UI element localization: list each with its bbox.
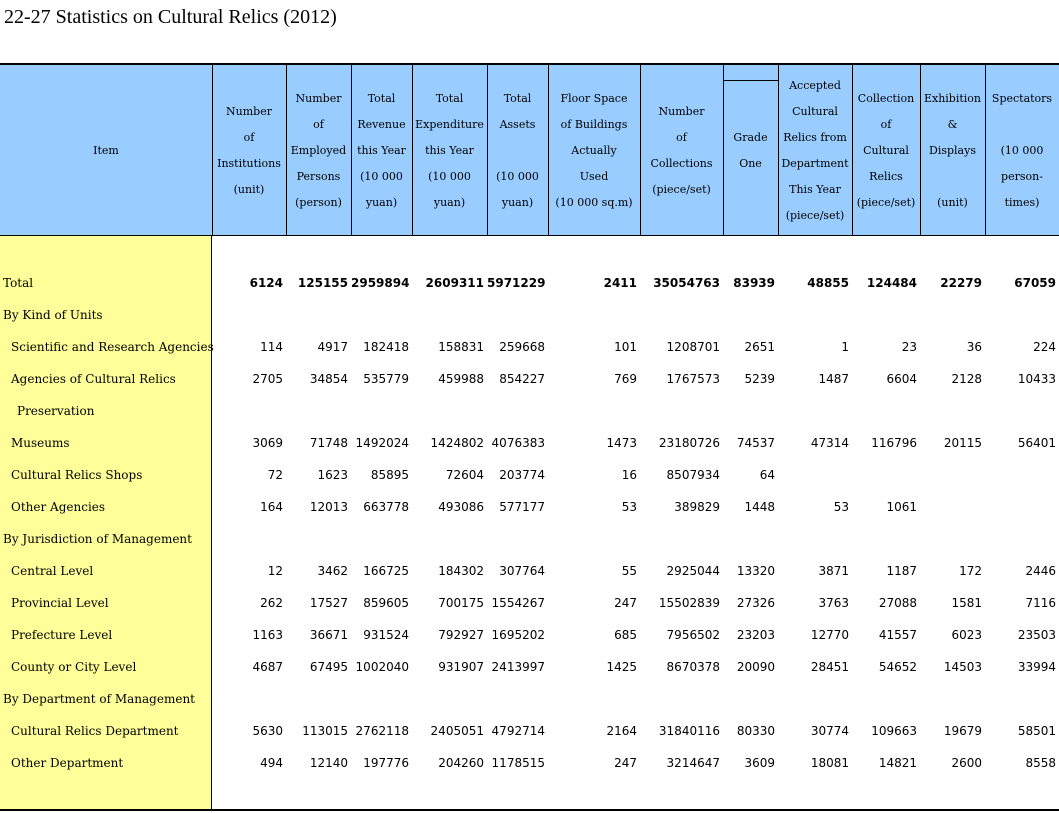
cell-grade: 1448 (744, 500, 775, 514)
cell-exhib: 2128 (951, 372, 982, 386)
table-row (0, 396, 1059, 428)
cell-assets: 259668 (499, 340, 545, 354)
cell-collrel: 27088 (878, 596, 917, 610)
table-row (0, 620, 1059, 652)
cell-inst: 262 (260, 596, 283, 610)
column-header-text: Exhibition & Displays (unit) (923, 91, 982, 209)
cell-rev: 2959894 (351, 276, 410, 290)
cell-floor: 685 (614, 628, 637, 642)
cell-exhib: 2600 (951, 756, 982, 770)
cell-assets: 1178515 (491, 756, 545, 770)
cell-rev: 663778 (363, 500, 409, 514)
cell-coll: 35054763 (653, 276, 720, 290)
cell-exp: 1424802 (430, 436, 484, 450)
cell-coll: 7956502 (666, 628, 720, 642)
cell-accepted: 53 (833, 500, 849, 514)
cell-exp: 72604 (445, 468, 484, 482)
cell-accepted: 1 (841, 340, 849, 354)
cell-floor: 53 (621, 500, 637, 514)
cell-assets: 2413997 (491, 660, 545, 674)
table-row (0, 588, 1059, 620)
column-header-rev (351, 65, 412, 236)
cell-floor: 1425 (606, 660, 637, 674)
cell-exp: 493086 (438, 500, 484, 514)
cell-floor: 2164 (606, 724, 637, 738)
cell-floor: 16 (621, 468, 637, 482)
cell-grade: 74537 (736, 436, 775, 450)
cell-inst: 3069 (252, 436, 283, 450)
cell-emp: 125155 (297, 276, 348, 290)
cell-exhib: 172 (959, 564, 982, 578)
cell-exhib: 14503 (943, 660, 982, 674)
cell-inst: 494 (260, 756, 283, 770)
column-header-text: Total Assets (10 000 yuan) (496, 91, 539, 209)
cell-coll: 23180726 (658, 436, 720, 450)
cell-floor: 55 (621, 564, 637, 578)
row-label: By Department of Management (3, 692, 195, 706)
column-header-accepted (778, 65, 852, 236)
table-row (0, 716, 1059, 748)
cell-assets: 203774 (499, 468, 545, 482)
table-row (0, 556, 1059, 588)
row-label: Cultural Relics Department (11, 724, 179, 738)
cell-rev: 166725 (363, 564, 409, 578)
cell-floor: 769 (614, 372, 637, 386)
cell-exp: 459988 (438, 372, 484, 386)
cell-accepted: 30774 (810, 724, 849, 738)
cell-coll: 31840116 (658, 724, 720, 738)
cell-exhib: 36 (966, 340, 982, 354)
cell-coll: 8507934 (666, 468, 720, 482)
cell-coll: 1767573 (666, 372, 720, 386)
cell-emp: 34854 (309, 372, 348, 386)
cell-exp: 204260 (438, 756, 484, 770)
cell-grade: 23203 (736, 628, 775, 642)
cell-emp: 71748 (309, 436, 348, 450)
cell-accepted: 3763 (818, 596, 849, 610)
cell-floor: 2411 (603, 276, 637, 290)
table-row (0, 364, 1059, 396)
cell-rev: 1492024 (355, 436, 409, 450)
cell-accepted: 18081 (810, 756, 849, 770)
cell-coll: 2925044 (666, 564, 720, 578)
row-label: Central Level (11, 564, 94, 578)
cell-exp: 700175 (438, 596, 484, 610)
column-header-coll (640, 65, 723, 236)
cell-spect: 33994 (1017, 660, 1056, 674)
table-row (0, 524, 1059, 556)
table-row (0, 332, 1059, 364)
cell-rev: 1002040 (355, 660, 409, 674)
cell-inst: 6124 (249, 276, 283, 290)
row-label: Scientific and Research Agencies (11, 340, 214, 354)
cell-emp: 12013 (309, 500, 348, 514)
cell-emp: 17527 (309, 596, 348, 610)
cell-grade: 3609 (744, 756, 775, 770)
column-header-assets (487, 65, 548, 236)
cell-exp: 931907 (438, 660, 484, 674)
cell-coll: 1208701 (666, 340, 720, 354)
row-label: Other Agencies (11, 500, 106, 514)
column-header-text: Number of Employed Persons (person) (290, 91, 347, 209)
cell-grade: 64 (759, 468, 775, 482)
cell-grade: 20090 (736, 660, 775, 674)
cell-spect: 10433 (1017, 372, 1056, 386)
cell-rev: 2762118 (355, 724, 409, 738)
cell-grade: 83939 (733, 276, 775, 290)
cell-exhib: 22279 (940, 276, 982, 290)
cell-accepted: 47314 (810, 436, 849, 450)
cell-emp: 12140 (309, 756, 348, 770)
cell-exhib: 1581 (951, 596, 982, 610)
column-header-text: Number of Institutions (unit) (217, 104, 281, 196)
column-header-text: Item (93, 143, 119, 157)
cell-assets: 5971229 (487, 276, 546, 290)
cell-spect: 23503 (1017, 628, 1056, 642)
cell-emp: 67495 (309, 660, 348, 674)
column-header-spect (985, 65, 1059, 236)
cell-floor: 101 (614, 340, 637, 354)
cell-assets: 307764 (499, 564, 545, 578)
table-row (0, 492, 1059, 524)
row-label: By Kind of Units (3, 308, 103, 322)
cell-grade: 13320 (736, 564, 775, 578)
table-row (0, 300, 1059, 332)
row-label: Provincial Level (11, 596, 109, 610)
cell-inst: 5630 (252, 724, 283, 738)
column-header-floor (548, 65, 640, 236)
cell-rev: 931524 (363, 628, 409, 642)
cell-collrel: 23 (901, 340, 917, 354)
column-header-text: Accepted Cultural Relics from Department This Year (piece/set) (781, 78, 849, 222)
cell-rev: 535779 (363, 372, 409, 386)
cell-spect: 56401 (1017, 436, 1056, 450)
cell-accepted: 28451 (810, 660, 849, 674)
cell-collrel: 54652 (878, 660, 917, 674)
row-label: Agencies of Cultural Relics (11, 372, 176, 386)
cell-rev: 859605 (363, 596, 409, 610)
table-row (0, 684, 1059, 716)
row-label: Total (3, 276, 34, 290)
row-label: Other Department (11, 756, 124, 770)
cell-rev: 182418 (363, 340, 409, 354)
cell-spect: 67059 (1014, 276, 1056, 290)
row-label: Prefecture Level (11, 628, 113, 642)
cell-inst: 114 (260, 340, 283, 354)
cell-inst: 2705 (252, 372, 283, 386)
cell-inst: 12 (267, 564, 283, 578)
column-header-text: Spectators (10 000 person- times) (991, 91, 1053, 209)
cell-grade: 2651 (744, 340, 775, 354)
row-label: By Jurisdiction of Management (3, 532, 192, 546)
cell-assets: 4792714 (491, 724, 545, 738)
column-header-grade (723, 65, 778, 236)
cell-floor: 1473 (606, 436, 637, 450)
row-label: Museums (11, 436, 70, 450)
cell-coll: 8670378 (666, 660, 720, 674)
column-header-text: Collection of Cultural Relics (piece/set) (856, 91, 916, 209)
cell-coll: 3214647 (666, 756, 720, 770)
table-row (0, 748, 1059, 780)
cell-collrel: 41557 (878, 628, 917, 642)
column-header-collrel (852, 65, 920, 236)
cell-accepted: 3871 (818, 564, 849, 578)
cell-floor: 247 (614, 596, 637, 610)
table-row (0, 268, 1059, 300)
cell-coll: 15502839 (658, 596, 720, 610)
cell-collrel: 109663 (871, 724, 917, 738)
cell-exp: 184302 (438, 564, 484, 578)
column-header-text: Number of Collections (piece/set) (650, 104, 713, 196)
table-row (0, 652, 1059, 684)
cell-exhib: 6023 (951, 628, 982, 642)
cell-spect: 224 (1033, 340, 1056, 354)
column-header-emp (286, 65, 351, 236)
cell-rev: 197776 (363, 756, 409, 770)
page-title: 22-27 Statistics on Cultural Relics (2012) (4, 6, 337, 28)
column-header-inst (212, 65, 286, 236)
cell-collrel: 1061 (886, 500, 917, 514)
cell-spect: 8558 (1025, 756, 1056, 770)
cell-rev: 85895 (370, 468, 409, 482)
cell-emp: 36671 (309, 628, 348, 642)
cell-exp: 792927 (438, 628, 484, 642)
cell-inst: 1163 (252, 628, 283, 642)
cell-coll: 389829 (674, 500, 720, 514)
cell-assets: 577177 (499, 500, 545, 514)
cell-exhib: 19679 (943, 724, 982, 738)
cell-spect: 2446 (1025, 564, 1056, 578)
column-header-text: Floor Space of Buildings Actually Used (10 000 sq.m) (555, 91, 633, 209)
cell-collrel: 14821 (878, 756, 917, 770)
cell-inst: 72 (267, 468, 283, 482)
column-header-exhib (920, 65, 985, 236)
cell-assets: 854227 (499, 372, 545, 386)
column-header-text: Grade One (733, 130, 768, 170)
cell-accepted: 48855 (807, 276, 849, 290)
column-header-exp (412, 65, 487, 236)
cell-inst: 164 (260, 500, 283, 514)
cell-assets: 1554267 (491, 596, 545, 610)
table-row (0, 428, 1059, 460)
column-header-text: Total Expenditure this Year (10 000 yuan) (415, 91, 484, 209)
column-header-item (0, 65, 212, 236)
cell-assets: 4076383 (491, 436, 545, 450)
cell-accepted: 1487 (818, 372, 849, 386)
cell-spect: 7116 (1025, 596, 1056, 610)
cell-collrel: 116796 (871, 436, 917, 450)
cell-accepted: 12770 (810, 628, 849, 642)
cell-collrel: 1187 (886, 564, 917, 578)
table-row (0, 460, 1059, 492)
cell-collrel: 124484 (866, 276, 917, 290)
cell-exp: 158831 (438, 340, 484, 354)
cell-floor: 247 (614, 756, 637, 770)
cell-collrel: 6604 (886, 372, 917, 386)
cell-grade: 80330 (736, 724, 775, 738)
cell-inst: 4687 (252, 660, 283, 674)
row-label: Preservation (17, 404, 95, 418)
row-label: Cultural Relics Shops (11, 468, 143, 482)
column-header-text: Total Revenue this Year (10 000 yuan) (357, 91, 406, 209)
cell-emp: 3462 (317, 564, 348, 578)
cell-grade: 5239 (744, 372, 775, 386)
cell-exp: 2405051 (430, 724, 484, 738)
cell-grade: 27326 (736, 596, 775, 610)
cell-spect: 58501 (1017, 724, 1056, 738)
cell-exp: 2609311 (425, 276, 484, 290)
cell-emp: 4917 (317, 340, 348, 354)
row-label: County or City Level (11, 660, 137, 674)
cell-exhib: 20115 (943, 436, 982, 450)
cell-emp: 113015 (302, 724, 348, 738)
cell-assets: 1695202 (491, 628, 545, 642)
cell-emp: 1623 (317, 468, 348, 482)
